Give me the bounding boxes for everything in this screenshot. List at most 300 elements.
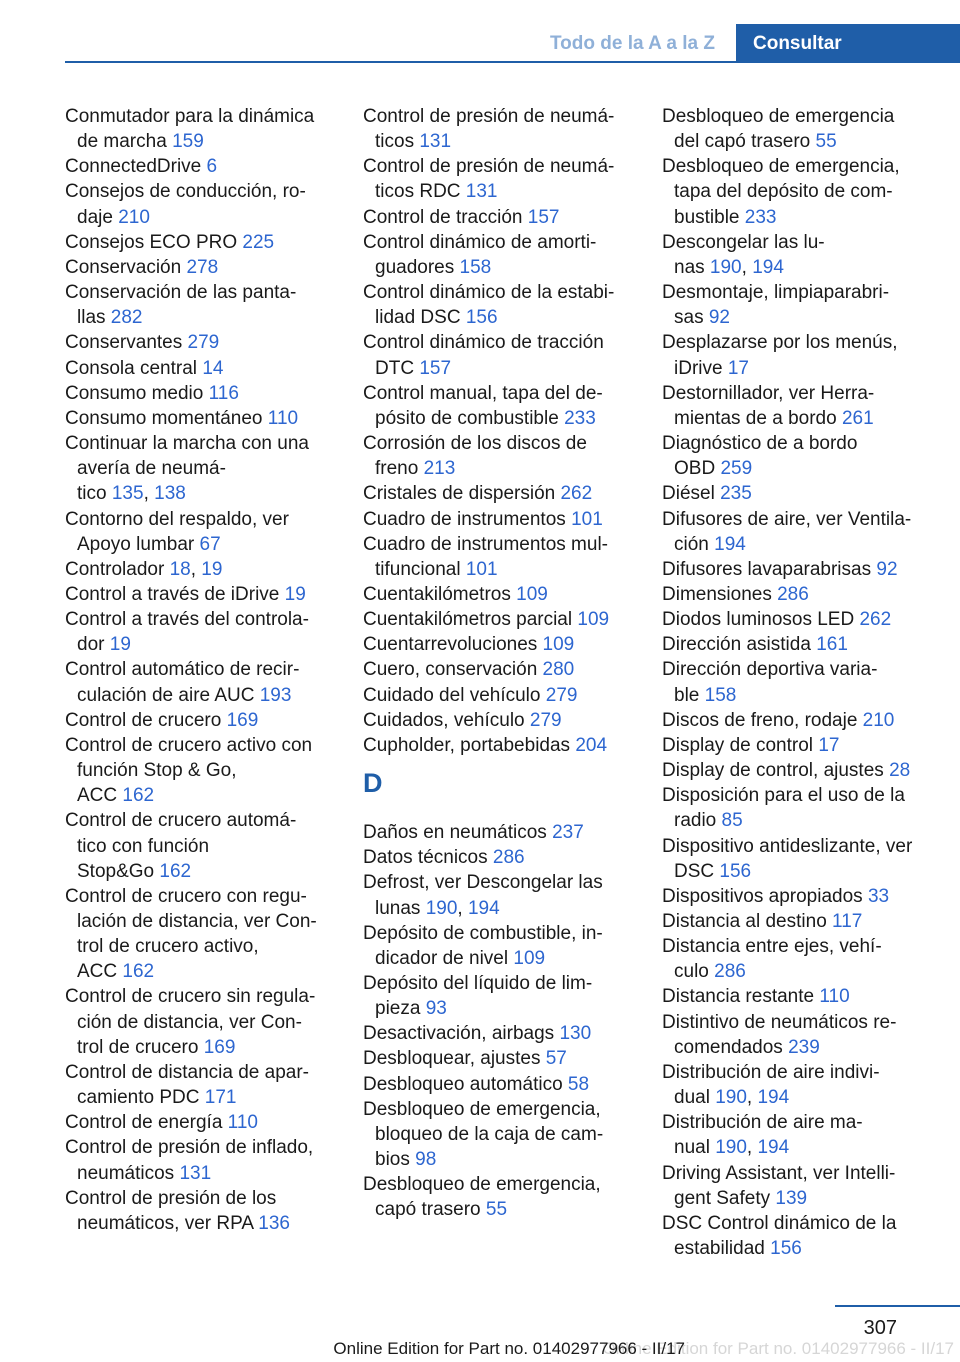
index-entry-text: guadores — [375, 256, 455, 278]
page-link[interactable]: 28 — [889, 760, 911, 782]
page-link[interactable]: 169 — [226, 709, 259, 731]
page-link[interactable]: 6 — [206, 156, 218, 178]
page-link[interactable]: 58 — [567, 1073, 590, 1095]
page-link[interactable]: 259 — [720, 458, 753, 480]
index-entry — [662, 330, 952, 380]
page-link[interactable]: 135 — [111, 483, 144, 505]
page-link[interactable]: 110 — [227, 1112, 258, 1134]
index-entry — [65, 1060, 355, 1110]
footer-rule — [835, 1305, 960, 1307]
index-entry-text: Difusores lavaparabrisas — [662, 558, 872, 580]
index-entry-text: Dimensiones — [662, 583, 772, 605]
page-link[interactable]: 57 — [545, 1048, 567, 1070]
index-entry — [363, 607, 653, 632]
index-entry-text: dual — [674, 1087, 710, 1109]
index-column-3 — [662, 104, 952, 1261]
index-entry: Descongelar las lu‐ nas 190, 194 — [662, 231, 825, 278]
index-entry-text: Driving Assistant, ver Intelli‐ — [662, 1162, 896, 1184]
index-entry-text: tico con función — [77, 835, 210, 857]
index-entry-text: Desbloqueo automático — [363, 1073, 563, 1095]
index-entry-text: Diésel — [662, 483, 715, 505]
index-entry: Distribución de aire indivi‐ dual 190, 194 — [662, 1061, 880, 1109]
page-link[interactable]: 279 — [529, 709, 562, 731]
index-entry — [662, 607, 952, 632]
index-entry — [363, 1046, 653, 1071]
page-link[interactable]: 237 — [552, 822, 584, 844]
index-entry-text: Contorno del respaldo, ver — [65, 508, 289, 530]
index-entry — [363, 632, 653, 657]
page-link[interactable]: 210 — [118, 206, 150, 228]
page-link[interactable]: 194 — [757, 1087, 790, 1109]
page-link[interactable]: 159 — [172, 131, 204, 153]
page-link[interactable]: 18 — [169, 558, 191, 580]
index-entry — [662, 984, 952, 1009]
page-link[interactable]: 116 — [208, 382, 239, 404]
index-entry — [662, 557, 952, 582]
index-entry-text: Control de tracción — [363, 206, 523, 228]
tab-consultar[interactable]: Consultar — [736, 24, 960, 63]
index-entry — [662, 582, 952, 607]
index-entry — [363, 845, 653, 870]
page-link[interactable]: 14 — [202, 357, 224, 379]
index-entry-text: ción — [674, 533, 709, 555]
page-link[interactable]: 280 — [542, 659, 575, 681]
index-entry-text: Diagnóstico de a bordo — [662, 433, 858, 455]
page-link[interactable]: 98 — [415, 1149, 437, 1171]
index-entry-text: Cuentarrevoluciones — [363, 634, 538, 656]
index-entry-text: Control de crucero automá‐ — [65, 810, 297, 832]
index-entry-text: Control a través del controla‐ — [65, 609, 309, 631]
page-link[interactable]: 33 — [867, 885, 890, 907]
page-link[interactable]: 139 — [775, 1187, 808, 1209]
page-link[interactable]: 93 — [425, 998, 447, 1020]
index-entry — [65, 808, 355, 883]
index-entry — [65, 507, 355, 557]
index-entry-text: pieza — [375, 998, 421, 1020]
page-link[interactable]: 190 — [715, 1087, 747, 1109]
page-link[interactable]: 213 — [423, 458, 456, 480]
page-link[interactable]: 286 — [714, 961, 746, 983]
index-entry-text: Cuero, conservación — [363, 659, 538, 681]
index-entry-text: mientas de a bordo — [674, 407, 837, 429]
index-entry-text: Datos técnicos — [363, 847, 488, 869]
index-entry — [662, 381, 952, 431]
index-entry — [65, 154, 355, 179]
index-entry-text: Daños en neumáticos — [363, 822, 547, 844]
tab-section[interactable]: Todo de la A a la Z — [549, 33, 716, 54]
index-entry-text: de marcha — [77, 131, 167, 153]
index-entry-text: Dispositivos apropiados — [662, 885, 863, 907]
index-entry-text: nas — [674, 256, 705, 278]
index-entry-text: Control a través de iDrive — [65, 583, 280, 605]
page-link[interactable]: 138 — [154, 483, 186, 505]
index-entry-text: Cupholder, portabebidas — [363, 734, 571, 756]
index-entry — [662, 1211, 952, 1261]
index-entry-text: tapa del depósito de com‐ — [674, 181, 893, 203]
index-entry-text: radio — [674, 810, 717, 832]
page-link[interactable]: 190 — [425, 897, 458, 919]
index-entry-text: Control de presión de neumá‐ — [363, 106, 615, 127]
index-entry-text: Distancia entre ejes, vehí‐ — [662, 936, 882, 958]
index-entry — [662, 507, 952, 557]
index-entry-text: lunas — [375, 897, 421, 919]
index-entry — [363, 708, 653, 733]
index-entry — [363, 431, 653, 481]
index-entry — [363, 1172, 653, 1222]
index-entry — [65, 884, 355, 985]
index-entry-text: capó trasero — [375, 1199, 481, 1221]
page-link[interactable]: 193 — [259, 684, 292, 706]
index-entry — [662, 1010, 952, 1060]
index-entry-text: Cuidados, vehículo — [363, 709, 525, 731]
index-entry-text: ConnectedDrive — [65, 156, 202, 178]
index-entry-text: Desbloquear, ajustes — [363, 1048, 541, 1070]
index-entry-text: Desbloqueo de emergencia, — [363, 1098, 601, 1120]
index-entry-text: Apoyo lumbar — [77, 533, 195, 555]
page-link[interactable]: 233 — [744, 206, 777, 228]
index-entry-text: bios — [375, 1149, 410, 1171]
index-entry-text: función Stop & Go, — [77, 760, 237, 782]
page-link[interactable]: 67 — [199, 533, 221, 555]
index-entry — [662, 657, 952, 707]
index-entry-text: DSC — [674, 860, 715, 882]
index-entry — [363, 657, 653, 682]
index-entry-text: tico — [77, 483, 107, 505]
index-entry-text: comendados — [674, 1036, 783, 1058]
index-entry — [662, 708, 952, 733]
index-entry-text: Defrost, ver Descongelar las — [363, 872, 603, 894]
page-link[interactable]: 239 — [788, 1036, 820, 1058]
page-link[interactable]: 161 — [816, 634, 848, 656]
page-link[interactable]: 158 — [459, 256, 492, 278]
page-link[interactable]: 131 — [465, 181, 498, 203]
index-entry — [65, 255, 355, 280]
index-entry — [363, 381, 653, 431]
index-entry-text: DSC Control dinámico de la — [662, 1212, 897, 1234]
page-link[interactable]: 194 — [757, 1137, 790, 1159]
index-entry-text: ACC — [77, 961, 118, 983]
index-entry — [363, 507, 653, 532]
index-entry — [65, 984, 355, 1059]
page-link[interactable]: 156 — [465, 307, 498, 329]
index-entry-text: Distancia al destino — [662, 911, 827, 932]
index-entry — [363, 1097, 653, 1172]
index-entry-text: Control manual, tapa del de‐ — [363, 382, 603, 404]
index-entry — [662, 481, 952, 506]
index-entry-text: Display de control — [662, 734, 814, 756]
index-entry-text: ticos — [375, 131, 415, 153]
index-entry — [363, 820, 653, 845]
index-entry — [65, 582, 355, 607]
index-entry — [65, 657, 355, 707]
index-entry-text: trol de crucero — [77, 1036, 199, 1058]
index-entry — [363, 532, 653, 582]
index-entry-text: Control dinámico de amorti‐ — [363, 231, 597, 253]
page-link[interactable]: 85 — [721, 810, 743, 832]
index-entry-text: neumáticos — [77, 1162, 175, 1184]
watermark: Online Edition for Part no. 01402977966 - II/17 — [602, 1339, 954, 1358]
page-link[interactable]: 262 — [859, 609, 892, 631]
page-link[interactable]: 136 — [258, 1212, 290, 1234]
index-entry-text: Desbloqueo de emergencia — [662, 106, 895, 127]
index-entry-text: ble — [674, 684, 700, 706]
index-entry-text: ACC — [77, 785, 118, 807]
page-link[interactable]: 190 — [715, 1137, 747, 1159]
index-entry — [65, 406, 355, 431]
page-link[interactable]: 162 — [159, 860, 192, 882]
index-entry — [363, 921, 653, 971]
page-link[interactable]: 19 — [201, 558, 223, 580]
page-link[interactable]: 117 — [832, 911, 863, 932]
index-entry — [662, 431, 952, 481]
index-entry-text: llas — [77, 307, 106, 329]
index-entry-text: bustible — [674, 206, 740, 228]
index-entry-text: Control de energía — [65, 1112, 223, 1134]
page-link[interactable]: 194 — [467, 897, 500, 919]
page-link[interactable]: 233 — [564, 407, 596, 429]
index-entry: Controlador 18, 19 — [65, 558, 223, 580]
index-entry-text: Control de crucero activo con — [65, 734, 313, 756]
index-entry-text: Desactivación, airbags — [363, 1023, 555, 1045]
page-link[interactable]: 162 — [122, 785, 155, 807]
page-link[interactable]: 157 — [527, 206, 560, 228]
page-link[interactable]: 262 — [560, 483, 593, 505]
index-entry — [363, 1072, 653, 1097]
index-entry-text: Dirección asistida — [662, 634, 811, 656]
index-entry-text: Distribución de aire indivi‐ — [662, 1061, 880, 1083]
index-entry-text: culación de aire AUC — [77, 684, 255, 706]
index-entry — [363, 733, 653, 758]
index-entry-text: Control dinámico de tracción — [363, 332, 604, 354]
index-entry — [662, 104, 952, 154]
index-entry-text: Cuadro de instrumentos mul‐ — [363, 533, 608, 555]
index-entry-text: Cuidado del vehículo — [363, 684, 541, 706]
index-entry-text: Control dinámico de la estabi‐ — [363, 282, 615, 304]
page-link[interactable]: 19 — [109, 634, 131, 656]
index-entry-text: Desbloqueo de emergencia, — [662, 156, 900, 178]
index-entry-text: Depósito del líquido de lim‐ — [363, 973, 593, 994]
index-entry — [65, 280, 355, 330]
index-entry — [65, 1135, 355, 1185]
index-entry — [662, 632, 952, 657]
index-entry-text: lación de distancia, ver Con‐ — [77, 911, 317, 932]
index-column-1 — [65, 104, 355, 1236]
page-link[interactable]: 282 — [110, 307, 143, 329]
index-entry-text: del capó trasero — [674, 131, 811, 153]
index-entry — [662, 733, 952, 758]
page-link[interactable]: 92 — [876, 558, 898, 580]
page-link[interactable]: 131 — [419, 131, 452, 153]
index-entry-text: Conservación — [65, 256, 182, 278]
page-link[interactable]: 101 — [571, 508, 603, 530]
index-entry — [363, 582, 653, 607]
index-entry-text: Dispositivo antideslizante, ver — [662, 835, 913, 857]
index-entry-text: lidad DSC — [375, 307, 461, 329]
index-entry-text: daje — [77, 206, 113, 228]
index-entry — [363, 683, 653, 708]
index-entry — [363, 230, 653, 280]
index-entry-text: culo — [674, 961, 709, 983]
index-entry — [65, 356, 355, 381]
index-entry — [662, 909, 952, 934]
index-entry — [65, 607, 355, 657]
page-link[interactable]: 131 — [179, 1162, 212, 1184]
index-column-2 — [363, 104, 653, 1223]
index-entry-text: Consejos de conducción, ro‐ — [65, 181, 306, 203]
page-link[interactable]: 109 — [513, 947, 546, 969]
index-entry — [662, 834, 952, 884]
page-link[interactable]: 17 — [727, 357, 749, 379]
page-link[interactable]: 278 — [186, 256, 219, 278]
page-link[interactable]: 279 — [187, 332, 220, 354]
index-entry-text: Control de crucero sin regula‐ — [65, 986, 316, 1008]
index-entry — [363, 280, 653, 330]
index-entry-text: Control de distancia de apar‐ — [65, 1061, 309, 1083]
index-entry-text: Distancia restante — [662, 986, 815, 1008]
index-entry — [65, 733, 355, 808]
index-entry-text: sas — [674, 307, 704, 329]
index-entry: Defrost, ver Descongelar las lunas 190, 194 — [363, 872, 603, 919]
page-link[interactable]: 156 — [719, 860, 752, 882]
index-entry-text: Distintivo de neumáticos re‐ — [662, 1011, 897, 1033]
index-entry — [363, 104, 653, 154]
index-entry — [363, 971, 653, 1021]
page-link[interactable]: 190 — [709, 256, 742, 278]
page-link[interactable]: 130 — [559, 1023, 592, 1045]
index-entry — [363, 330, 653, 380]
page-link[interactable]: 17 — [818, 734, 840, 756]
index-entry — [65, 381, 355, 406]
index-entry-text: Conmutador para la dinámica — [65, 106, 315, 127]
page-link[interactable]: 171 — [204, 1087, 237, 1109]
index-entry-text: Cristales de dispersión — [363, 483, 556, 505]
index-entry-text: Desmontaje, limpiaparabri‐ — [662, 282, 890, 304]
page-link[interactable]: 55 — [815, 131, 837, 153]
page-link[interactable]: 109 — [516, 583, 548, 605]
index-entry-text: neumáticos, ver RPA — [77, 1212, 254, 1234]
index-entry-text: Continuar la marcha con una — [65, 433, 309, 455]
index-entry-text: Control automático de recir‐ — [65, 659, 300, 681]
index-entry — [662, 1161, 952, 1211]
index-entry-text: nual — [674, 1137, 710, 1159]
index-entry-text: Disposición para el uso de la — [662, 785, 905, 807]
index-entry — [363, 481, 653, 506]
index-entry-text: Conservación de las panta‐ — [65, 282, 297, 304]
index-entry — [65, 330, 355, 355]
page-link[interactable]: 225 — [242, 231, 275, 253]
index-entry-text: estabilidad — [674, 1238, 765, 1260]
page-link[interactable]: 109 — [577, 609, 610, 631]
index-entry-text: ción de distancia, ver Con‐ — [77, 1011, 302, 1033]
index-entry-text: Descongelar las lu‐ — [662, 231, 825, 253]
page-link[interactable]: 162 — [122, 961, 155, 983]
index-entry-text: OBD — [674, 458, 716, 480]
index-entry-text: gent Safety — [674, 1187, 771, 1209]
page-link[interactable]: 110 — [267, 407, 299, 429]
page-link[interactable]: 194 — [714, 533, 746, 555]
index-entry-text: Depósito de combustible, in‐ — [363, 922, 603, 944]
page-link[interactable]: 110 — [819, 986, 850, 1008]
page-link[interactable]: 55 — [485, 1199, 508, 1221]
index-entry-text: Cuadro de instrumentos — [363, 508, 566, 530]
index-entry-text: Desplazarse por los menús, — [662, 332, 898, 354]
index-entry — [662, 758, 952, 783]
page-link[interactable]: 194 — [752, 256, 784, 278]
index-entry — [65, 104, 355, 154]
page-link[interactable]: 92 — [708, 307, 730, 329]
page-link[interactable]: 286 — [492, 847, 525, 869]
index-entry-text: dor — [77, 634, 105, 656]
index-entry-text: Consumo momentáneo — [65, 407, 263, 429]
index-entry — [65, 1110, 355, 1135]
index-entry — [65, 708, 355, 733]
index-entry-text: Control de presión de neumá‐ — [363, 156, 615, 178]
index-entry — [662, 884, 952, 909]
page-link[interactable]: 158 — [704, 684, 737, 706]
index-entry-text: Control de crucero con regu‐ — [65, 885, 307, 907]
index-entry-text: Stop&Go — [77, 860, 155, 882]
page-link[interactable]: 279 — [545, 684, 578, 706]
page-link[interactable]: 19 — [284, 583, 306, 605]
index-entry — [363, 205, 653, 230]
edition-footer: Online Edition for Part no. 01402977966 - II/17 — [333, 1339, 685, 1358]
index-entry-text: Conservantes — [65, 332, 183, 354]
index-entry-text: avería de neumá‐ — [77, 458, 226, 480]
index-entry-text: Destornillador, ver Herra‐ — [662, 382, 875, 404]
index-entry-text: Difusores de aire, ver Ventila‐ — [662, 508, 912, 530]
index-entry-text: Distribución de aire ma‐ — [662, 1112, 863, 1134]
index-entry — [65, 179, 355, 229]
index-entry-text: Corrosión de los discos de — [363, 433, 587, 455]
index-entry-text: Control de presión de los — [65, 1187, 277, 1209]
index-entry-text: bloqueo de la caja de cam‐ — [375, 1123, 604, 1145]
index-entry-text: Consola central — [65, 357, 198, 379]
index-entry — [662, 154, 952, 229]
page-number: 307 — [863, 1317, 897, 1339]
index-entry-text: Display de control, ajustes — [662, 760, 884, 782]
index-entry-text: Control de crucero — [65, 709, 222, 731]
index-entry — [662, 934, 952, 984]
index-entry-text: Dirección deportiva varia‐ — [662, 659, 878, 681]
index-entry: Continuar la marcha con una avería de neumá‐ tico 135, 138 — [65, 433, 309, 505]
index-entry — [363, 1021, 653, 1046]
page-link[interactable]: 109 — [542, 634, 575, 656]
index-entry-text: pósito de combustible — [375, 407, 559, 429]
page-link[interactable]: 156 — [770, 1238, 802, 1260]
page-link[interactable]: 169 — [203, 1036, 236, 1058]
page-link[interactable]: 101 — [465, 558, 498, 580]
index-letter-heading: D — [363, 768, 383, 799]
index-entry-text: Controlador — [65, 558, 165, 580]
index-entry-text: Consumo medio — [65, 382, 204, 404]
index-entry-text: Consejos ECO PRO — [65, 231, 238, 253]
index-entry-text: DTC — [375, 357, 415, 379]
index-entry: Distribución de aire ma‐ nual 190, 194 — [662, 1112, 863, 1159]
index-entry — [363, 154, 653, 204]
index-entry-text: Desbloqueo de emergencia, — [363, 1174, 601, 1196]
index-entry — [662, 280, 952, 330]
index-entry-text: ticos RDC — [375, 181, 461, 203]
index-entry-text: iDrive — [674, 357, 723, 379]
page-link[interactable]: 210 — [862, 709, 895, 731]
page-link[interactable]: 157 — [419, 357, 452, 379]
page-link[interactable]: 204 — [575, 734, 608, 756]
index-entry-text: Cuentakilómetros — [363, 583, 511, 605]
page-link[interactable]: 261 — [841, 407, 874, 429]
page-link[interactable]: 286 — [777, 583, 809, 605]
index-entry — [65, 1186, 355, 1236]
page-link[interactable]: 235 — [720, 483, 752, 505]
